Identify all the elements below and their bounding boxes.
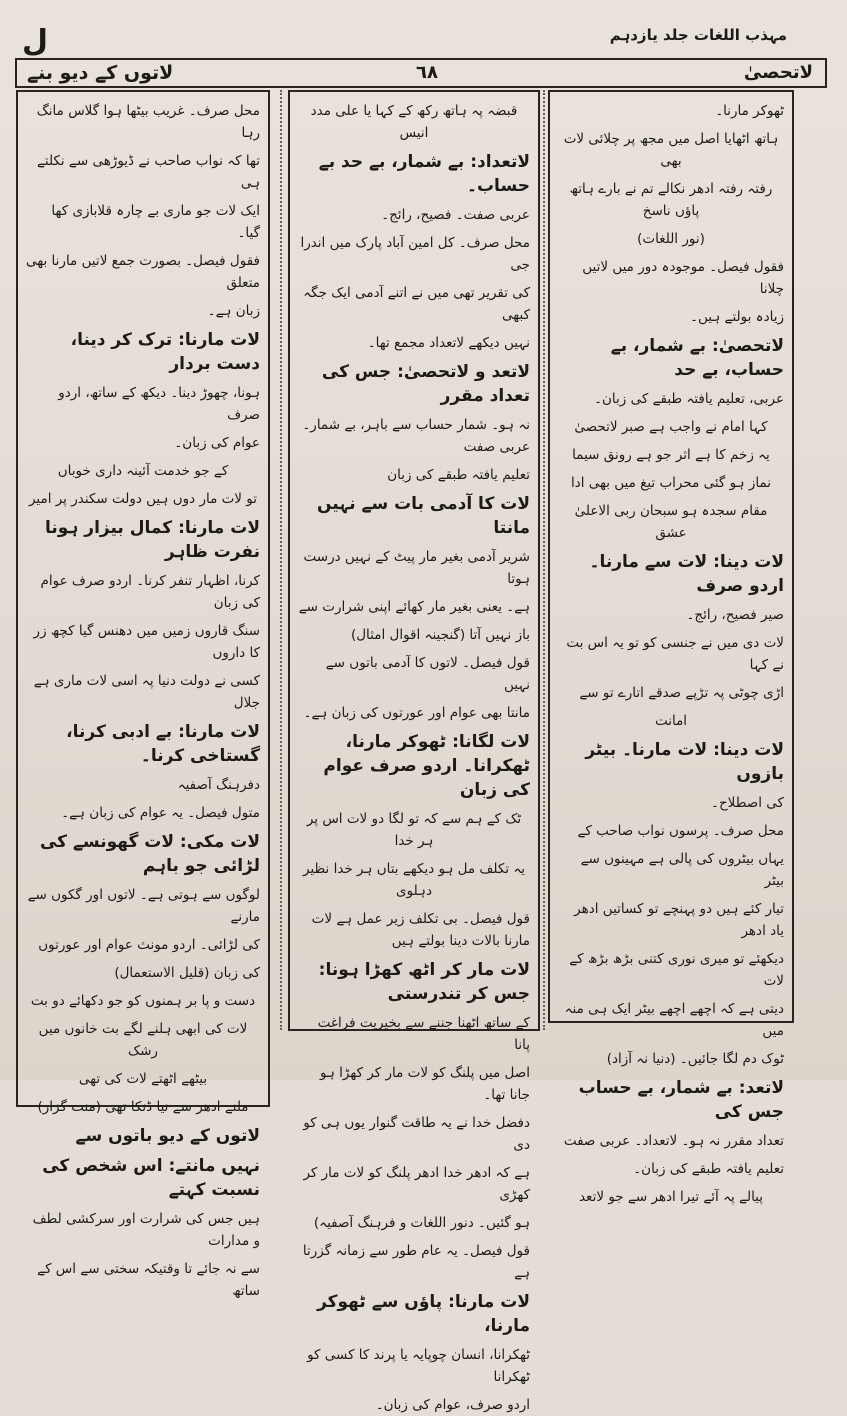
verse-line: یہ زخم کا ہے اثر جو ہے رونق سیما [572, 447, 770, 463]
text-line: محل صرف۔ پرسوں نواب صاحب کے [577, 823, 784, 839]
verse-line: یہ تکلف مل ہو دیکھے بتاں ہر خدا نظیر دہلوی [302, 861, 526, 899]
text-line: متول فیصل۔ یہ عوام کی زبان ہے۔ [61, 805, 260, 821]
verse-line: ہاتھ اٹھایا اصل میں مجھ پر چلائی لات بھی [563, 131, 779, 169]
verse-line: بیٹھے اٹھتے لات کی تھی [78, 1071, 208, 1087]
text-line: سنگ قاروں زمیں میں دھنس گیا کچھ زر کا داروں [33, 623, 260, 661]
entry-headword: لات مارنا: پاؤں سے ٹھوکر مارنا، [317, 1292, 530, 1336]
corner-letter-mark: ل [22, 24, 49, 59]
verse-line: (نور اللغات) [637, 231, 705, 247]
header-right-term: لاتحصیٰ [743, 62, 813, 83]
verse-line: رفتہ رفتہ ادھر نکالے تم نے بارے ہاتھ پاؤں ناسخ [569, 181, 773, 219]
text-line: محل صرف۔ غریب بیٹھا ہوا گلاس مانگ رہا [36, 103, 260, 141]
entry-headword: لات مکی: لات گھونسے کی لڑائی جو باہم [39, 832, 260, 876]
page-header-box [15, 58, 827, 88]
text-line: مانتا بھی عوام اور عورتوں کی زبان ہے۔ [303, 705, 530, 721]
text-line: تعداد مقرر نہ ہو۔ لاتعداد۔ عربی صفت [563, 1133, 784, 1149]
column-left [16, 90, 270, 1299]
text-line: دفضل خدا نے یہ طاقت گنوار یوں ہی کو دی [303, 1115, 530, 1153]
text-line: کرنا، اظہار تنفر کرنا۔ اردو صرف عوام کی زبان [40, 573, 260, 611]
text-line: زیادہ بولتے ہیں۔ [690, 309, 784, 325]
text-line: اڑی چوٹی پہ تڑپے صدقے اتارے تو سے [579, 685, 784, 701]
verse-line: قبضہ پہ ہاتھ رکھ کے کہا یا علی مدد انیس [310, 103, 518, 141]
entry-headword: لات مارنا: بے ادبی کرنا، گستاخی کرنا۔ [66, 722, 260, 766]
header-left-term: لاتوں کے دیو بنے [27, 62, 174, 84]
entry-headword: لاتعداد: بے شمار، بے حد بے حساب۔ [318, 152, 530, 196]
text-line: کسی نے دولت دنیا پہ اسی لات ماری ہے جلال [33, 673, 260, 711]
text-line: فقول فیصل۔ موجودہ دور میں لاتیں چلانا [582, 259, 784, 297]
entry-headword: نہیں مانتے: اس شخص کی نسبت کہتے [42, 1156, 260, 1200]
verse-line: کے جو خدمت آئینہ داری خوباں [57, 463, 229, 479]
text-line: دفرہنگ آصفیہ [177, 777, 260, 793]
text-line: لات دی میں نے جنسی کو تو یہ اس بت نے کہا [566, 635, 784, 673]
entry-headword: لات مارنا: کمال بیزار ہونا نفرت ظاہر [45, 518, 260, 562]
text-line: تعلیم یافتہ طبقے کی زبان۔ [633, 1161, 784, 1177]
text-line: سے نہ جائے تا وقتیکہ سختی سے اس کے ساتھ [37, 1261, 260, 1299]
verse-line: دست و پا بر ہمنوں کو جو دکھائے دو بت [30, 993, 256, 1009]
verse-line: لات کی ابھی ہلنے لگے بت خانوں میں رشک [38, 1021, 248, 1059]
text-line: ٹوک دم لگا جائیں۔ (دنیا نہ آزاد) [606, 1051, 784, 1067]
verse-line: ٹک کے ہم سے کہ تو لگا دو لات اس پر ہر خدا [306, 811, 522, 849]
text-line: دیکھئے تو میری نوری کتنی بڑھ بڑھ کے لات [569, 951, 784, 989]
text-line: عربی صفت۔ فصیح، رائج۔ [381, 207, 530, 223]
text-line: ٹھوکر مارنا۔ [715, 103, 784, 119]
text-line: ٹھکرانا، انسان چوپایہ یا پرند کا کسی کو ٹھکرانا [307, 1347, 530, 1385]
text-line: زبان ہے۔ [207, 303, 260, 319]
text-line: ایک لات جو ماری بے چارہ قلابازی کھا گیا۔ [51, 203, 260, 241]
entry-headword: لات لگانا: ٹھوکر مارنا، ٹھکرانا۔ اردو صرف عوام کی زبان [323, 732, 530, 800]
text-line: عوام کی زبان۔ [174, 435, 260, 451]
entry-headword: لات دینا: لات مارنا۔ بیٹر بازوں [585, 740, 784, 784]
column-divider-right [543, 90, 547, 1030]
text-line: ہیں جس کی شرارت اور سرکشی لطف و مدارات [32, 1211, 260, 1249]
verse-line: مقام سجدہ ہو سبحان ربی الاعلیٰ عشق [574, 503, 768, 541]
column-divider-left [280, 90, 284, 1030]
verse-line: کہا امام نے واجب ہے صبر لاتحصیٰ [574, 419, 768, 435]
entry-headword: لاتعد: بے شمار، بے حساب جس کی [578, 1078, 784, 1122]
text-line: تیار کئے ہیں دو پہنچے تو کساتیں ادھر یاد ادھر [574, 901, 784, 939]
text-line: دیتی ہے کہ اچھے اچھے بیٹر ایک ہی منہ میں [564, 1001, 784, 1039]
column-middle [288, 90, 540, 1413]
running-head: مہذب اللغات جلد یازدہم [609, 26, 787, 44]
verse-line: پیالے پہ آئے تیرا ادھر سے جو لاتعد [578, 1189, 764, 1205]
text-line: کی اصطلاح۔ [711, 795, 784, 811]
text-line: تھا کہ نواب صاحب نے ڈیوڑھی سے نکلتے ہی [36, 153, 260, 191]
text-line: اردو صرف، عوام کی زبان۔ [375, 1397, 530, 1413]
text-line: کی لڑائی۔ اردو مونث عوام اور عورتوں [38, 937, 260, 953]
text-line: صیر فصیح، رائج۔ [686, 607, 784, 623]
entry-headword: لات مار کر اٹھ کھڑا ہونا: جس کر تندرستی [318, 960, 530, 1004]
text-line: فقول فیصل۔ بصورت جمع لاتیں مارنا بھی متعلق [26, 253, 260, 291]
text-line: باز نہیں آتا (گنجینہ اقوال امثال) [350, 627, 530, 643]
text-line: یہاں بیٹروں کی پالی ہے مہینوں سے بیٹر [580, 851, 784, 889]
entry-headword: لاتحصیٰ: بے شمار، بے حساب، بے حد [610, 336, 784, 380]
text-line: قول فیصل۔ یہ عام طور سے زمانہ گزرتا ہے [302, 1243, 530, 1281]
text-line: ہونا، چھوڑ دینا۔ دیکھ کے ساتھ، اردو صرف [58, 385, 260, 423]
text-line: ہے۔ یعنی بغیر مار کھائے اپنی شرارت سے [298, 599, 530, 615]
text-line: کے ساتھ اٹھنا جننے سے بخیریت فراغت پانا [317, 1015, 530, 1053]
text-line: کی زبان (قلیل الاستعمال) [114, 965, 260, 981]
verse-line: امانت [654, 713, 688, 729]
text-line: عربی، تعلیم یافتہ طبقے کی زبان۔ [594, 391, 784, 407]
text-line: ہو گئیں۔ دنور اللغات و فرہنگ آصفیہ) [313, 1215, 530, 1231]
entry-headword: لات مارنا: ترک کر دینا، دست بردار [70, 330, 260, 374]
text-line: تعلیم یافتہ طبقے کی زبان [387, 467, 530, 483]
text-line: محل صرف۔ کل امین آباد پارک میں اندرا جی [300, 235, 530, 273]
text-line: قول فیصل۔ لاتوں کا آدمی باتوں سے نہیں [325, 655, 530, 693]
page-number: ٦٨ [416, 62, 438, 83]
column-right [548, 90, 794, 1205]
entry-headword: لات دینا: لات سے مارنا۔ اردو صرف [589, 552, 784, 596]
verse-line: نماز ہو گئی محراب تیغ میں بھی ادا [570, 475, 772, 491]
text-line: نہ ہو۔ شمار حساب سے باہر، بے شمار۔ عربی صفت [302, 417, 530, 455]
verse-line: تو لات مار دوں ہیں دولت سکندر پر امیر [28, 491, 258, 507]
entry-headword: لاتوں کے دیو باتوں سے [75, 1126, 260, 1146]
verse-line: ملنے ادھر سے نیا ڈنکا تھی (منت گزار) [37, 1099, 249, 1115]
text-line: لوگوں سے ہوتی ہے۔ لاتوں اور گکوں سے مارنے [27, 887, 260, 925]
text-line: ہے کہ ادھر خدا ادھر پلنگ کو لات مار کر کھڑی [303, 1165, 530, 1203]
text-line: نہیں دیکھے لاتعداد مجمع تھا۔ [367, 335, 530, 351]
text-line: اصل میں پلنگ کو لات مار کر کھڑا ہو جانا تھا۔ [319, 1065, 530, 1103]
entry-headword: لاتعد و لاتحصیٰ: جس کی تعداد مقرر [321, 362, 530, 406]
entry-headword: لات کا آدمی بات سے نہیں مانتا [317, 494, 530, 538]
text-line: قول فیصل۔ بی تکلف زیر عمل ہے لات مارنا بالات دینا بولتے ہیں [311, 911, 530, 949]
text-line: کی تقریر تھی میں نے اتنے آدمی ایک جگہ کبھی [303, 285, 530, 323]
text-line: شریر آدمی بغیر مار پیٹ کے نہیں درست ہوتا [303, 549, 530, 587]
